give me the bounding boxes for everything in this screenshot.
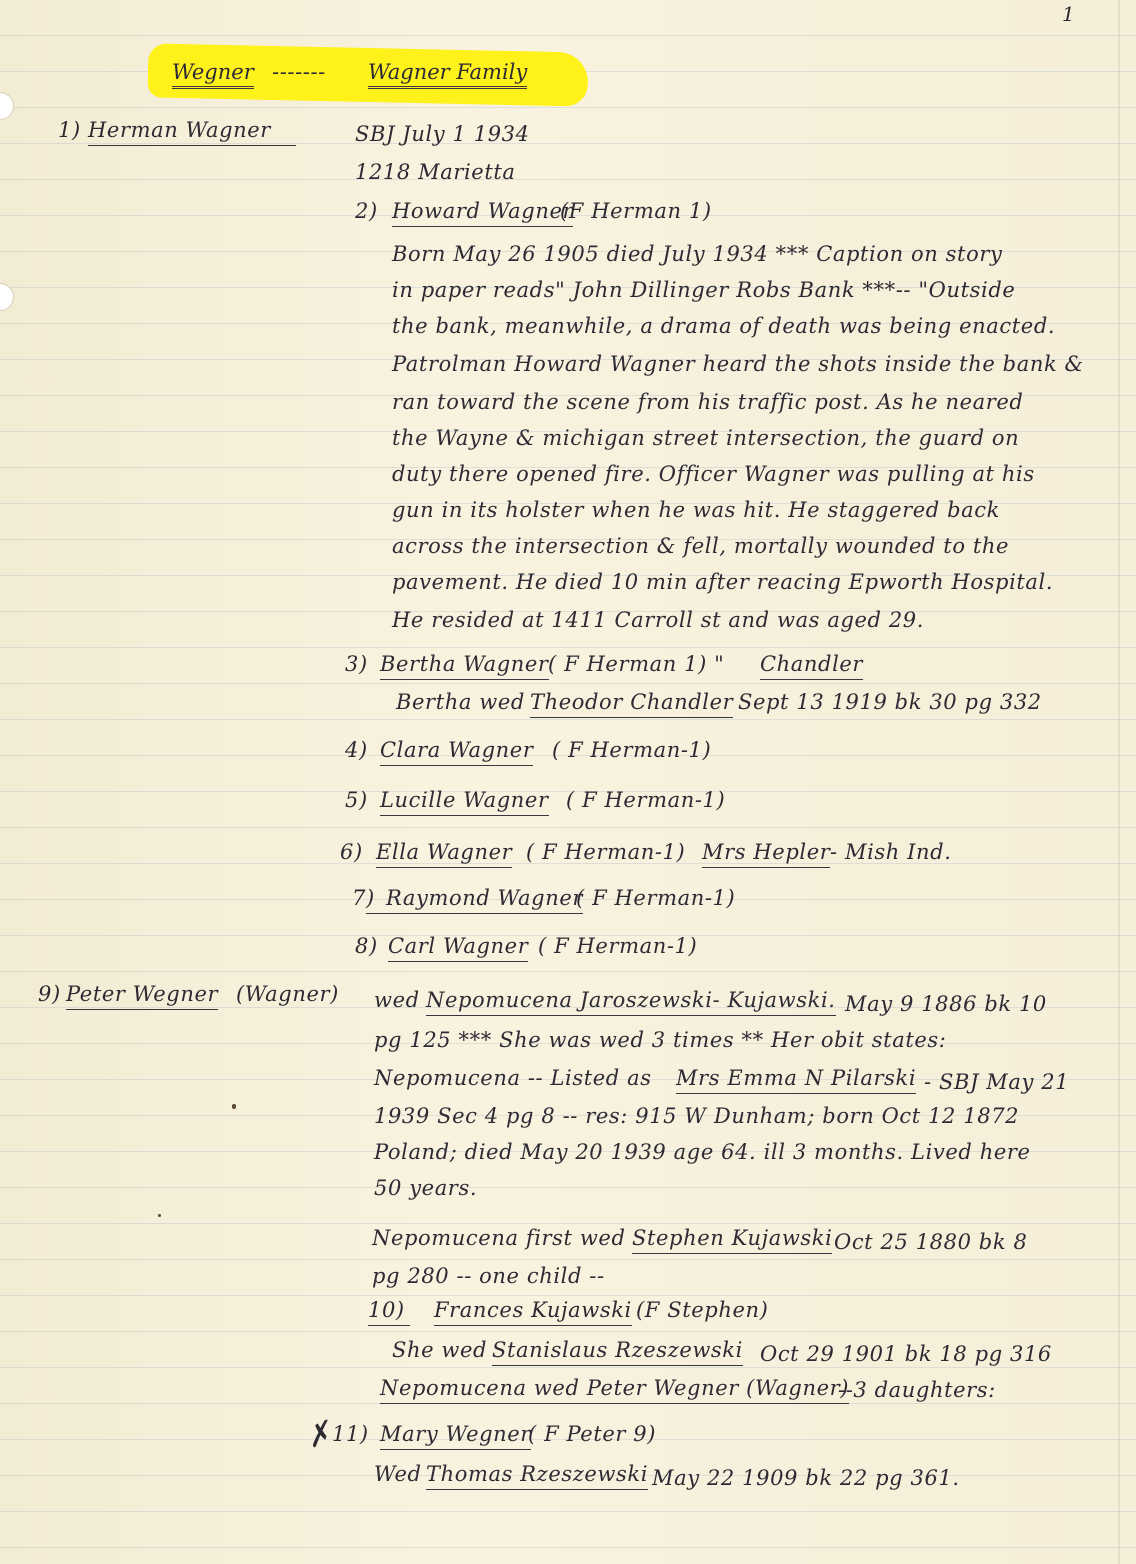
marriage-record: May 9 1886 bk 10 bbox=[845, 992, 1047, 1016]
parent-ref: (F Herman 1) bbox=[560, 199, 712, 223]
marriage-text: wed bbox=[374, 988, 420, 1012]
parent-ref: ( F Herman-1) bbox=[566, 788, 726, 812]
parent-ref: ( F Peter 9) bbox=[528, 1422, 657, 1446]
person-name: Howard Wagner bbox=[392, 197, 573, 227]
biography-text: in paper reads" John Dillinger Robs Bank ***-- "Outside bbox=[392, 278, 1016, 302]
entry-number: 9) bbox=[38, 982, 61, 1006]
biography-text: pavement. He died 10 min after reacing Epworth Hospital. bbox=[392, 570, 1054, 594]
title-left: Wegner bbox=[172, 58, 254, 89]
spouse-name: Stanislaus Rzeszewski bbox=[492, 1336, 743, 1366]
marriage-record: Oct 25 1880 bk 8 bbox=[834, 1230, 1028, 1254]
biography-text: across the intersection & fell, mortally wounded to the bbox=[392, 534, 1010, 558]
obit-text: 1939 Sec 4 pg 8 -- res: 915 W Dunham; born Oct 12 1872 bbox=[374, 1104, 1020, 1128]
biography-text: Patrolman Howard Wagner heard the shots inside the bank & bbox=[392, 352, 1084, 376]
marriage-note: --3 daughters: bbox=[838, 1378, 996, 1402]
parent-ref: ( F Herman-1) bbox=[526, 840, 686, 864]
parent-ref: ( F Herman-1) bbox=[538, 934, 698, 958]
address-note: 1218 Marietta bbox=[355, 160, 516, 184]
person-name: Mary Wegner bbox=[380, 1420, 531, 1450]
married-name: Chandler bbox=[760, 650, 863, 680]
marriage-text: Nepomucena first wed bbox=[372, 1226, 626, 1250]
entry-number: 4) bbox=[345, 738, 368, 762]
person-name: Herman Wagner bbox=[88, 116, 296, 146]
person-name: Raymond Wagner bbox=[366, 884, 583, 914]
obit-text: 50 years. bbox=[374, 1176, 478, 1200]
person-name: Carl Wagner bbox=[388, 932, 528, 962]
obit-text: Poland; died May 20 1939 age 64. ill 3 months. Lived here bbox=[374, 1140, 1031, 1164]
check-mark: ✗ bbox=[300, 1414, 337, 1457]
entry-number: 10) bbox=[368, 1296, 410, 1326]
marriage-record: May 22 1909 bk 22 pg 361. bbox=[652, 1466, 960, 1490]
alias-name: (Wagner) bbox=[236, 982, 339, 1006]
spouse-name: Stephen Kujawski bbox=[632, 1224, 832, 1254]
biography-text: gun in its holster when he was hit. He staggered back bbox=[392, 498, 1000, 522]
entry-number: 1) bbox=[58, 118, 81, 142]
marriage-record: Oct 29 1901 bk 18 pg 316 bbox=[760, 1342, 1052, 1366]
entry-number: 3) bbox=[345, 652, 368, 676]
punch-hole bbox=[0, 283, 14, 311]
married-name: Mrs Hepler bbox=[702, 838, 830, 868]
entry-number: 11) bbox=[332, 1422, 369, 1446]
biography-text: duty there opened fire. Officer Wagner was pulling at his bbox=[392, 462, 1035, 486]
entry-number: 7) bbox=[352, 886, 375, 910]
biography-text: ran toward the scene from his traffic post. As he neared bbox=[392, 390, 1024, 414]
spouse-name: Theodor Chandler bbox=[530, 688, 733, 718]
marriage-note: Nepomucena wed Peter Wegner (Wagner) bbox=[380, 1374, 849, 1404]
entry-number: 2) bbox=[355, 199, 378, 223]
residence: - Mish Ind. bbox=[830, 840, 952, 864]
obit-text: pg 125 *** She was wed 3 times ** Her obit states: bbox=[374, 1028, 947, 1052]
spouse-name: Thomas Rzeszewski bbox=[426, 1460, 648, 1490]
parent-ref: ( F Herman-1) bbox=[576, 886, 736, 910]
spouse-name: Nepomucena Jaroszewski- Kujawski. bbox=[426, 986, 836, 1016]
biography-text: Born May 26 1905 died July 1934 *** Caption on story bbox=[392, 242, 1003, 266]
person-name: Ella Wagner bbox=[376, 838, 512, 868]
title-dashes: ------- bbox=[272, 60, 326, 84]
marriage-text: She wed bbox=[392, 1338, 488, 1362]
punch-hole bbox=[0, 92, 14, 120]
parent-ref: ( F Herman-1) bbox=[552, 738, 712, 762]
ink-spot bbox=[158, 1214, 161, 1217]
marriage-text: pg 280 -- one child -- bbox=[372, 1264, 605, 1288]
entry-number: 6) bbox=[340, 840, 363, 864]
page-number: 1 bbox=[1062, 2, 1075, 26]
alias-name: Mrs Emma N Pilarski bbox=[676, 1064, 916, 1094]
marriage-text: Bertha wed bbox=[396, 690, 525, 714]
page-edge-shadow bbox=[1118, 0, 1120, 1564]
biography-text: the Wayne & michigan street intersection, the guard on bbox=[392, 426, 1020, 450]
obit-text: - SBJ May 21 bbox=[924, 1070, 1070, 1094]
biography-text: He resided at 1411 Carroll st and was aged 29. bbox=[392, 608, 925, 632]
person-name: Peter Wegner bbox=[66, 980, 218, 1010]
person-name: Frances Kujawski bbox=[434, 1296, 632, 1326]
person-name: Bertha Wagner bbox=[380, 650, 549, 680]
ink-spot bbox=[232, 1104, 236, 1109]
source-note: SBJ July 1 1934 bbox=[355, 122, 530, 146]
parent-ref: ( F Herman 1) " bbox=[548, 652, 725, 676]
person-name: Clara Wagner bbox=[380, 736, 533, 766]
title-right: Wagner Family bbox=[368, 58, 527, 89]
biography-text: the bank, meanwhile, a drama of death was being enacted. bbox=[392, 314, 1056, 338]
entry-number: 5) bbox=[345, 788, 368, 812]
obit-text: Nepomucena -- Listed as bbox=[374, 1066, 652, 1090]
parent-ref: (F Stephen) bbox=[636, 1298, 769, 1322]
person-name: Lucille Wagner bbox=[380, 786, 549, 816]
marriage-record: Sept 13 1919 bk 30 pg 332 bbox=[738, 690, 1042, 714]
marriage-text: Wed bbox=[374, 1462, 422, 1486]
entry-number: 8) bbox=[355, 934, 378, 958]
